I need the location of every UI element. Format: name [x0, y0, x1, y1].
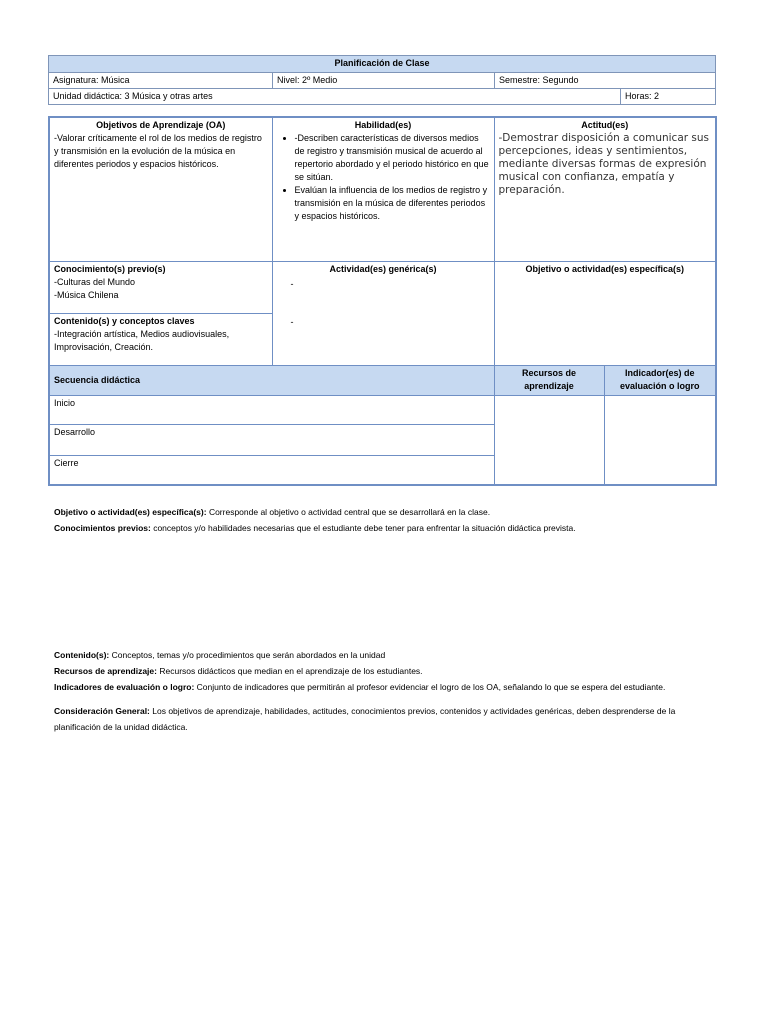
oa-cell — [49, 117, 272, 261]
note-contenidos: Contenido(s): Conceptos, temas y/o procedimientos que serán abordados en la unidad — [54, 650, 386, 660]
asignatura-cell: Asignatura: Música — [49, 73, 273, 89]
nivel-cell: Nivel: 2º Medio — [273, 73, 495, 89]
planning-table — [48, 116, 717, 486]
page-title: Planificación de Clase — [49, 56, 716, 73]
horas-cell: Horas: 2 — [621, 89, 716, 105]
note-indicadores: Indicadores de evaluación o logro: Conjunto de indicadores que permitirán al profesor evidenciar el logro de los OA, señalando lo que se espera del estudiante. — [54, 682, 666, 692]
objetivo-especifico-cell — [494, 261, 716, 365]
desarrollo-cell: Desarrollo — [49, 424, 494, 455]
list-item: - — [290, 316, 294, 327]
recursos-heading: Recursos de aprendizaje — [494, 365, 604, 395]
notes-top — [54, 504, 714, 536]
note-consideracion: Consideración General: Los objetivos de aprendizaje, habilidades, actitudes, conocimientos previos, contenidos y actividades genéricas, deben desprenderse de la planificación de la unidad didáctica. — [54, 706, 676, 732]
actividad-generica-heading: Actividad(es) genérica(s) — [329, 263, 437, 274]
list-item: • Evalúan la influencia de los medios de registro y transmisión en la música de diferentes periodos y espacios históricos. — [295, 184, 490, 223]
indicadores-cell — [604, 395, 716, 485]
recursos-cell — [494, 395, 604, 485]
inicio-cell: Inicio — [49, 395, 494, 424]
contenidos-text: -Integración artística, Medios audiovisuales, Improvisación, Creación. — [54, 328, 230, 352]
list-item: • -Describen características de diversos medios de registro y transmisión musical de acuerdo al repertorio abordado y el periodo histórico en que se sitúan. — [295, 132, 490, 184]
contenidos-heading: Contenido(s) y conceptos claves — [54, 315, 195, 326]
objetivo-especifico-heading: Objetivo o actividad(es) específica(s) — [525, 263, 685, 274]
conocimientos-cell — [49, 261, 272, 313]
notes-bottom — [54, 647, 714, 735]
unidad-cell: Unidad didáctica: 3 Música y otras artes — [49, 89, 621, 105]
note-conocimientos: Conocimientos previos: conceptos y/o habilidades necesarias que el estudiante debe tener para enfrentar la situación didáctica prevista. — [54, 523, 576, 533]
cierre-cell: Cierre — [49, 455, 494, 485]
note-recursos: Recursos de aprendizaje: Recursos didácticos que median en el aprendizaje de los estudiantes. — [54, 666, 423, 676]
list-item: -Música Chilena — [54, 289, 119, 300]
contenidos-cell — [49, 313, 272, 365]
actitud-cell — [494, 117, 716, 261]
habilidad-list — [277, 132, 490, 223]
oa-text: -Valorar críticamente el rol de los medios de registro y transmisión en la evolución de la música en diferentes periodos y espacios históricos. — [54, 133, 262, 169]
semestre-cell: Semestre: Segundo — [495, 73, 716, 89]
actitud-heading: Actitud(es) — [581, 120, 629, 130]
list-item: - — [290, 278, 294, 289]
habilidad-heading: Habilidad(es) — [354, 120, 412, 130]
actividad-generica-cell — [272, 261, 494, 365]
conocimientos-heading: Conocimiento(s) previo(s) — [54, 263, 166, 274]
class-header-table — [48, 55, 716, 105]
secuencia-heading: Secuencia didáctica — [49, 365, 494, 395]
list-item: -Culturas del Mundo — [54, 276, 136, 287]
oa-heading: Objetivos de Aprendizaje (OA) — [96, 120, 226, 130]
habilidad-cell — [272, 117, 494, 261]
note-objetivo: Objetivo o actividad(es) específica(s): Corresponde al objetivo o actividad central que se desarrollará en la clase. — [54, 507, 491, 517]
indicadores-heading: Indicador(es) de evaluación o logro — [604, 365, 716, 395]
actitud-text: -Demostrar disposición a comunicar sus percepciones, ideas y sentimientos, mediante diversas formas de expresión musical con confianza, empatía y preparación. — [498, 132, 709, 196]
